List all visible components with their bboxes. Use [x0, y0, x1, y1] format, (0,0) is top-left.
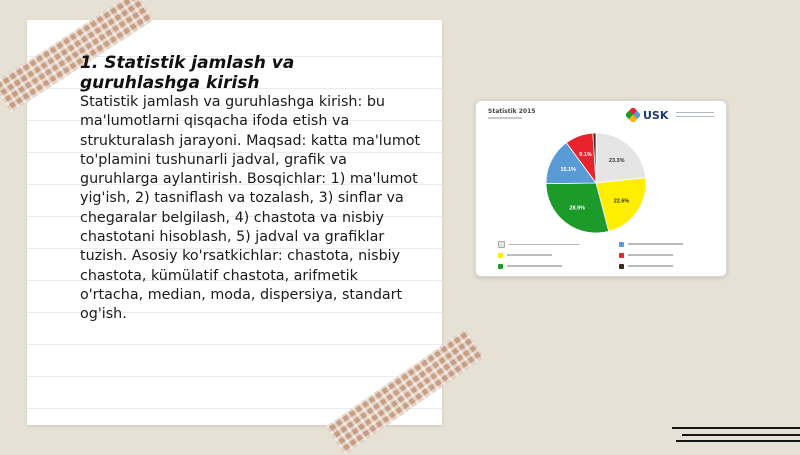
pie-data-label: 15.1%: [560, 167, 577, 174]
legend-item: [498, 241, 579, 248]
chart-image-card: [475, 100, 727, 277]
chart-title: Statistik 2015: [488, 108, 536, 115]
slide-title: 1. Statistik jamlash va guruhlashga kirish: [80, 53, 295, 93]
usk-logo-icon: [626, 108, 640, 122]
decorative-line: [672, 427, 800, 429]
slide-body-text: Statistik jamlash va guruhlashga kirish: bu ma'lumotlarni qisqacha ifoda etish va strukturalash jarayoni. Maqsad: katta ma'lumot to'plamini tushunarli jadval, grafik va guruhlarga aylantirish. Bosqichlar: 1) ma'lumot yig'ish, 2) tasniflash va tozalash, 3) sinflar va chegaralar belgilash, 4) chastota va nisbiy chastotani hisoblash, 5) jadval va grafiklar tuzish. Asosiy ko'rsatkichlar: chastota, nisbiy chastota, kümülatif chastota, arifmetik o'rtacha, median, moda, dispersiya, standart og'ish.: [80, 94, 421, 323]
decorative-line: [676, 440, 800, 442]
pie-data-label: 22.6%: [613, 198, 630, 205]
pie-data-label: 23.3%: [608, 157, 625, 164]
logo-rule: [676, 116, 714, 117]
legend-item: [498, 263, 562, 269]
pie-data-label: 28.9%: [569, 205, 586, 212]
chart-subtitle-bar: [488, 116, 522, 120]
pie-data-label: 9.1%: [579, 151, 592, 158]
legend-item: [619, 252, 673, 258]
decorative-line: [682, 434, 800, 436]
decorative-lines: [672, 425, 800, 445]
legend-item: [619, 263, 673, 269]
legend-item: [619, 241, 683, 247]
usk-logo: [626, 108, 716, 124]
logo-rule: [676, 112, 714, 113]
pie-chart: [536, 126, 656, 241]
legend-item: [498, 252, 552, 258]
usk-logo-text: USK: [643, 109, 669, 122]
